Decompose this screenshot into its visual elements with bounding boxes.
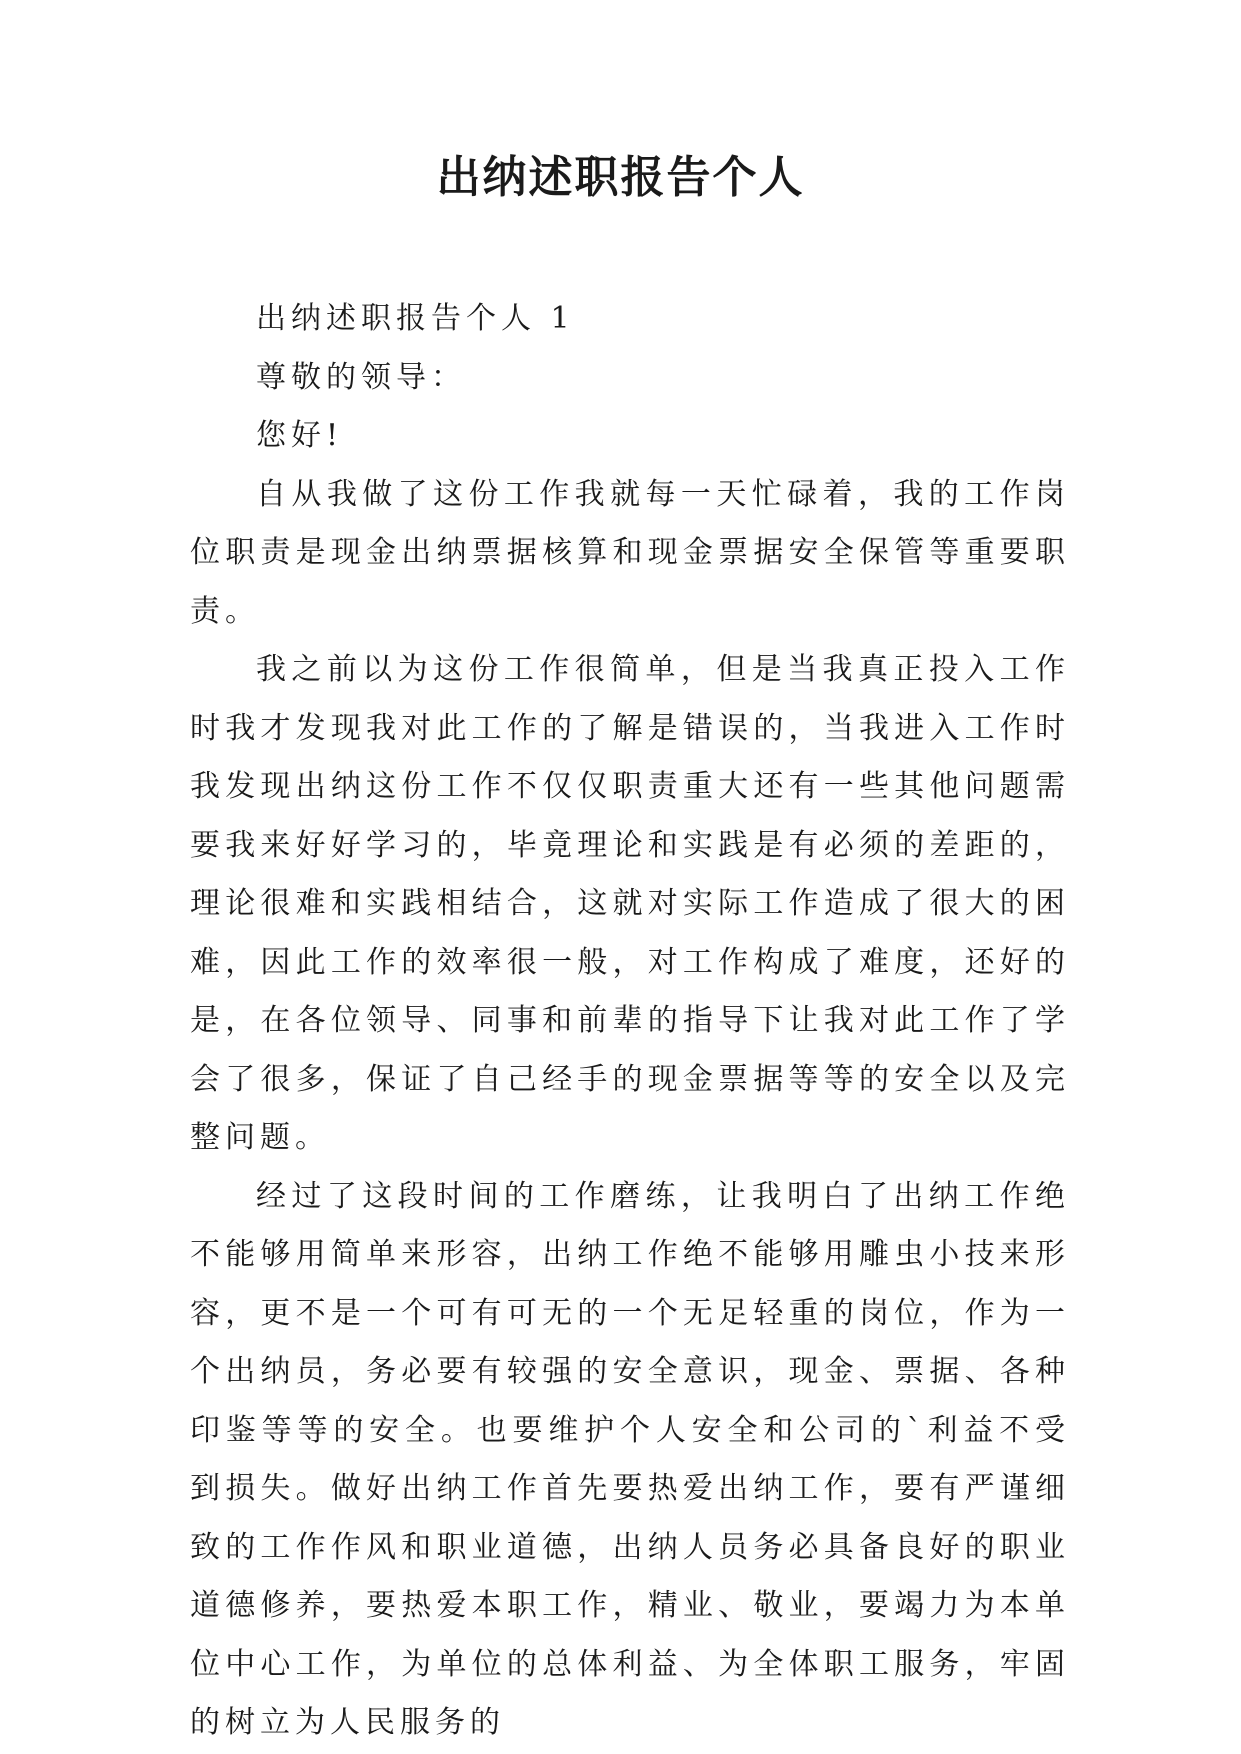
paragraph-salutation: 尊敬的领导： [256, 359, 466, 395]
paragraph-learning: 我之前以为这份工作很简单，但是当我真正投入工作时我才发现我对此工作的了解是错误的，当我进入工作时我发现出纳这份工作不仅仅职责重大还有一些其他问题需要我来好好学习的，毕竟理论和实践是有必须的差距的，理论很难和实践相结合，这就对实际工作造成了很大的困难，因此工作的效率很一般，对工作构成了难度，还好的是，在各位领导、同事和前辈的指导下让我对此工作了学会了很多，保证了自己经手的现金票据等等的安全以及完整问题。 [190, 652, 1070, 1155]
paragraph-greeting: 您好! [256, 418, 344, 453]
paragraph-duties: 自从我做了这份工作我就每一天忙碌着，我的工作岗位职责是现金出纳票据核算和现金票据安全保管等重要职责。 [190, 476, 1070, 629]
document-body [190, 290, 1070, 1753]
document-title: 出纳述职报告个人 [436, 152, 805, 203]
paragraph-heading: 出纳述职报告个人 1 [256, 301, 575, 336]
paragraph-experience: 经过了这段时间的工作磨练，让我明白了出纳工作绝不能够用简单来形容，出纳工作绝不能够用雕虫小技来形容，更不是一个可有可无的一个无足轻重的岗位，作为一个出纳员，务必要有较强的安全意识，现金、票据、各种印鉴等等的安全。也要维护个人安全和公司的`利益不受到损失。做好出纳工作首先要热爱出纳工作，要有严谨细致的工作作风和职业道德，出纳人员务必具备良好的职业道德修养，要热爱本职工作，精业、敬业，要竭力为本单位中心工作，为单位的总体利益、为全体职工服务，牢固的树立为人民服务的 [190, 1178, 1070, 1740]
